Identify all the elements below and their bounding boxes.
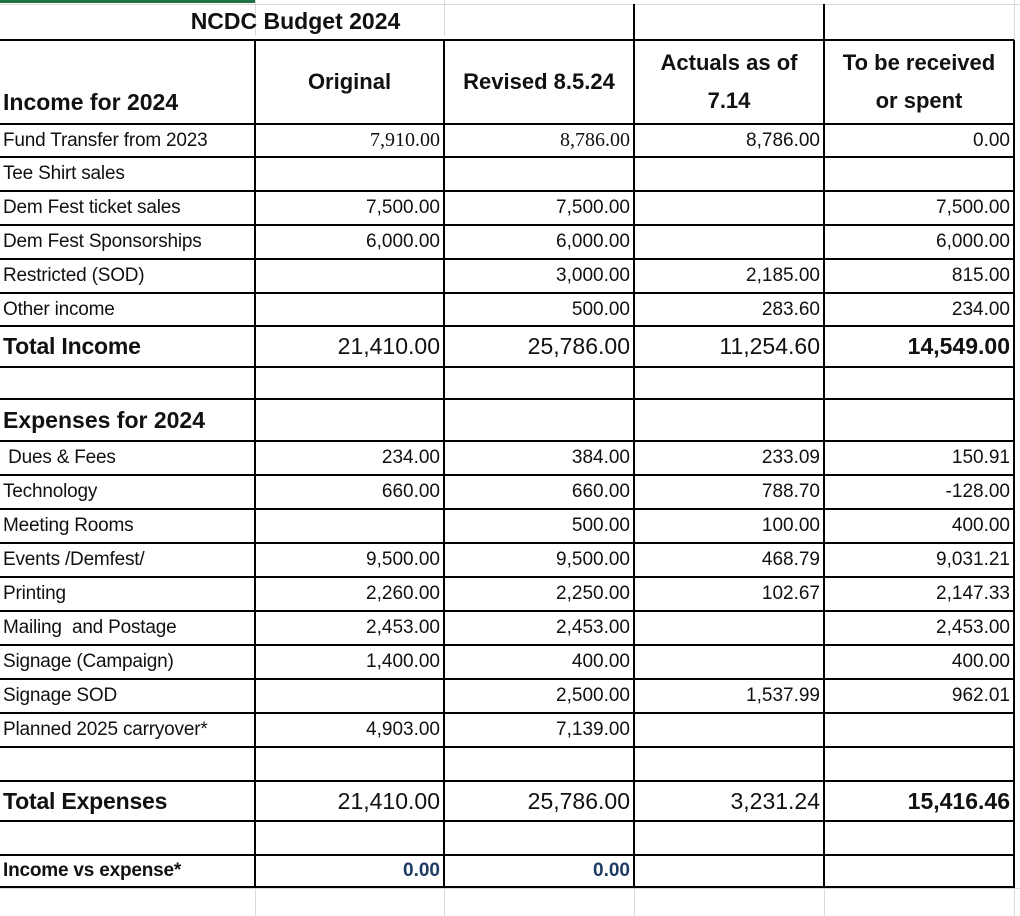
- income-actuals-value[interactable]: 2,185.00: [746, 265, 820, 286]
- total-income-revised[interactable]: 25,786.00: [527, 333, 630, 359]
- gridline: [0, 888, 1020, 889]
- income-revised-value[interactable]: 7,500.00: [556, 197, 630, 218]
- cell-border: [1013, 40, 1015, 888]
- income-original-value[interactable]: 6,000.00: [366, 231, 440, 252]
- cell-border: [0, 886, 1014, 888]
- total-expenses-label[interactable]: Total Expenses: [3, 787, 168, 814]
- header-original[interactable]: Original: [307, 69, 392, 94]
- expense-original-value[interactable]: 9,500.00: [366, 549, 440, 570]
- expense-actuals-value[interactable]: 788.70: [761, 481, 820, 502]
- expense-remaining-value[interactable]: 150.91: [951, 447, 1010, 468]
- income-row-label[interactable]: Tee Shirt sales: [3, 163, 125, 184]
- income-original-value[interactable]: [256, 260, 443, 292]
- expense-revised-value[interactable]: 2,500.00: [556, 685, 630, 706]
- expense-row-label[interactable]: Meeting Rooms: [3, 515, 134, 536]
- income-actuals-value[interactable]: 283.60: [761, 298, 820, 320]
- expense-actuals-value[interactable]: 233.09: [761, 447, 820, 468]
- income-vs-expense-original[interactable]: 0.00: [403, 860, 440, 881]
- income-original-value[interactable]: [256, 294, 443, 325]
- cell-border: [0, 820, 1014, 822]
- income-row-label[interactable]: Dem Fest Sponsorships: [3, 231, 202, 252]
- expense-revised-value[interactable]: 9,500.00: [556, 549, 630, 570]
- total-income-label[interactable]: Total Income: [3, 333, 141, 359]
- income-remaining-value[interactable]: [825, 158, 1013, 190]
- total-income-remaining[interactable]: 14,549.00: [907, 333, 1010, 359]
- income-heading[interactable]: Income for 2024: [3, 89, 179, 115]
- income-original-value[interactable]: [256, 158, 443, 190]
- expense-original-value[interactable]: 660.00: [381, 481, 440, 502]
- gridline: [634, 889, 635, 916]
- expense-remaining-value[interactable]: 9,031.21: [936, 549, 1010, 570]
- expenses-heading[interactable]: Expenses for 2024: [3, 406, 206, 433]
- cell-border: [0, 746, 1014, 748]
- income-row-label[interactable]: Fund Transfer from 2023: [3, 129, 208, 151]
- income-remaining-value[interactable]: 7,500.00: [936, 197, 1010, 218]
- expense-remaining-value[interactable]: 400.00: [951, 515, 1010, 536]
- income-revised-value[interactable]: 500.00: [571, 298, 630, 320]
- expense-row-label[interactable]: Signage SOD: [3, 685, 117, 706]
- expense-remaining-value[interactable]: 962.01: [951, 685, 1010, 706]
- income-actuals-value[interactable]: 8,786.00: [746, 129, 820, 151]
- expense-remaining-value[interactable]: [825, 714, 1013, 746]
- expense-remaining-value[interactable]: -128.00: [945, 481, 1010, 502]
- header-actuals[interactable]: Actuals as of 7.14: [660, 50, 798, 113]
- income-remaining-value[interactable]: 0.00: [973, 129, 1010, 151]
- header-remaining[interactable]: To be received or spent: [842, 50, 996, 113]
- expense-actuals-value[interactable]: [635, 612, 823, 644]
- selected-column-indicator: [0, 0, 255, 3]
- expense-original-value[interactable]: 234.00: [381, 447, 440, 468]
- income-revised-value[interactable]: [445, 158, 633, 190]
- expense-original-value[interactable]: 1,400.00: [366, 651, 440, 672]
- income-original-value[interactable]: 7,500.00: [366, 197, 440, 218]
- income-remaining-value[interactable]: 234.00: [951, 298, 1010, 320]
- expense-original-value[interactable]: 4,903.00: [366, 719, 440, 740]
- expense-row-label[interactable]: Events /Demfest/: [3, 549, 145, 570]
- expense-revised-value[interactable]: 400.00: [571, 651, 630, 672]
- income-actuals-value[interactable]: [635, 192, 823, 224]
- expense-original-value[interactable]: [256, 510, 443, 542]
- expense-actuals-value[interactable]: [635, 646, 823, 678]
- expense-row-label[interactable]: Signage (Campaign): [3, 651, 174, 672]
- expense-remaining-value[interactable]: 2,147.33: [936, 583, 1010, 604]
- income-actuals-value[interactable]: [635, 226, 823, 258]
- expense-revised-value[interactable]: 7,139.00: [556, 719, 630, 740]
- expense-actuals-value[interactable]: 468.79: [761, 549, 820, 570]
- total-expenses-revised[interactable]: 25,786.00: [527, 787, 630, 814]
- expense-row-label[interactable]: Printing: [3, 583, 66, 604]
- income-revised-value[interactable]: 6,000.00: [556, 231, 630, 252]
- expense-row-label[interactable]: Technology: [3, 481, 98, 502]
- total-expenses-actuals[interactable]: 3,231.24: [730, 787, 820, 814]
- income-vs-expense-revised[interactable]: 0.00: [593, 860, 630, 881]
- income-revised-value[interactable]: 3,000.00: [556, 265, 630, 286]
- expense-original-value[interactable]: 2,260.00: [366, 583, 440, 604]
- total-income-original[interactable]: 21,410.00: [337, 333, 440, 359]
- expense-original-value[interactable]: 2,453.00: [366, 617, 440, 638]
- expense-row-label[interactable]: Planned 2025 carryover*: [3, 719, 208, 740]
- expense-revised-value[interactable]: 660.00: [571, 481, 630, 502]
- expense-row-label[interactable]: Mailing and Postage: [3, 617, 177, 638]
- expense-revised-value[interactable]: 500.00: [571, 515, 630, 536]
- total-expenses-remaining[interactable]: 15,416.46: [907, 787, 1010, 814]
- income-row-label[interactable]: Other income: [3, 298, 115, 320]
- expense-remaining-value[interactable]: 2,453.00: [936, 617, 1010, 638]
- income-row-label[interactable]: Dem Fest ticket sales: [3, 197, 181, 218]
- income-revised-value[interactable]: 8,786.00: [560, 129, 630, 151]
- expense-revised-value[interactable]: 2,250.00: [556, 583, 630, 604]
- expense-row-label[interactable]: Dues & Fees: [3, 447, 116, 468]
- header-revised[interactable]: Revised 8.5.24: [463, 69, 615, 94]
- expense-revised-value[interactable]: 2,453.00: [556, 617, 630, 638]
- income-remaining-value[interactable]: 815.00: [951, 265, 1010, 286]
- income-original-value[interactable]: 7,910.00: [370, 129, 440, 151]
- income-actuals-value[interactable]: [635, 158, 823, 190]
- expense-revised-value[interactable]: 384.00: [571, 447, 630, 468]
- income-vs-expense-label[interactable]: Income vs expense*: [3, 860, 182, 881]
- gridline: [824, 889, 825, 916]
- income-remaining-value[interactable]: 6,000.00: [936, 231, 1010, 252]
- expense-remaining-value[interactable]: 400.00: [951, 651, 1010, 672]
- total-expenses-original[interactable]: 21,410.00: [337, 787, 440, 814]
- gridline: [444, 889, 445, 916]
- expense-actuals-value[interactable]: 100.00: [761, 515, 820, 536]
- income-row-label[interactable]: Restricted (SOD): [3, 265, 145, 286]
- expense-actuals-value[interactable]: 1,537.99: [746, 685, 820, 706]
- sheet-title[interactable]: NCDC Budget 2024: [190, 8, 401, 34]
- gridline: [255, 889, 256, 916]
- cell-border: [0, 366, 1014, 368]
- total-income-actuals[interactable]: 11,254.60: [719, 333, 820, 359]
- expense-original-value[interactable]: [256, 680, 443, 712]
- expense-actuals-value[interactable]: [635, 714, 823, 746]
- expense-actuals-value[interactable]: 102.67: [761, 583, 820, 604]
